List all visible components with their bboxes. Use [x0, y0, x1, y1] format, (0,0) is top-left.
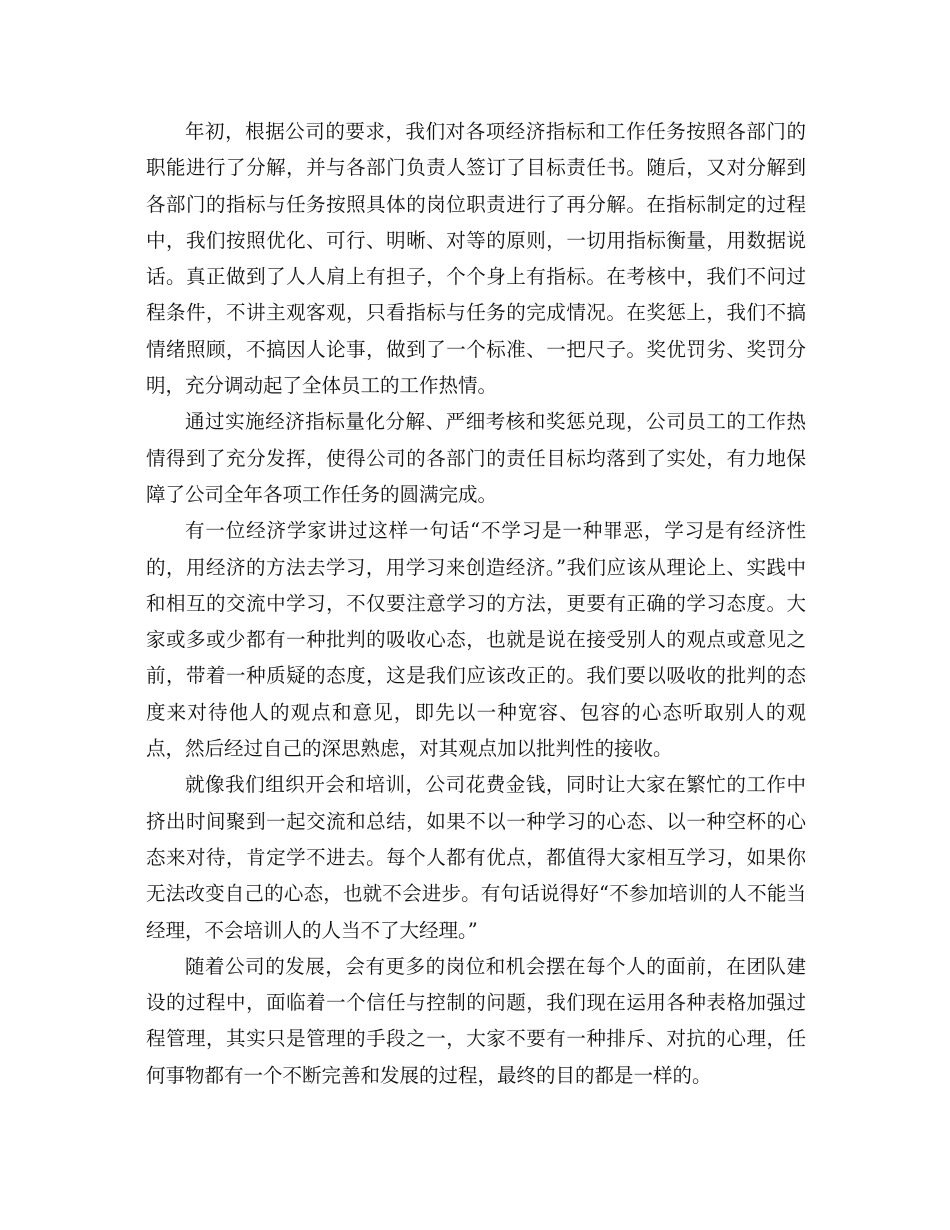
document-body: [146, 114, 806, 1094]
paragraph-4: 就像我们组织开会和培训，公司花费金钱，同时让大家在繁忙的工作中挤出时间聚到一起交流和总结，如果不以一种学习的心态、以一种空杯的心态来对待，肯定学不进去。每个人都有优点，都值得大家相互学习，如果你无法改变自己的心态，也就不会进步。有句话说得好“不参加培训的人不能当经理，不会培训人的人当不了大经理。”: [146, 773, 806, 942]
paragraph-1: 年初，根据公司的要求，我们对各项经济指标和工作任务按照各部门的职能进行了分解，并与各部门负责人签订了目标责任书。随后，又对分解到各部门的指标与任务按照具体的岗位职责进行了再分解。在指标制定的过程中，我们按照优化、可行、明晰、对等的原则，一切用指标衡量，用数据说话。真正做到了人人肩上有担子，个个身上有指标。在考核中，我们不问过程条件，不讲主观客观，只看指标与任务的完成情况。在奖惩上，我们不搞情绪照顾，不搞因人论事，做到了一个标准、一把尺子。奖优罚劣、奖罚分明，充分调动起了全体员工的工作热情。: [146, 120, 806, 398]
paragraph-5: 随着公司的发展，会有更多的岗位和机会摆在每个人的面前，在团队建设的过程中，面临着一个信任与控制的问题，我们现在运用各种表格加强过程管理，其实只是管理的手段之一，大家不要有一种排斥、对抗的心理，任何事物都有一个不断完善和发展的过程，最终的目的都是一样的。: [146, 954, 806, 1087]
paragraph-2: 通过实施经济指标量化分解、严细考核和奖惩兑现，公司员工的工作热情得到了充分发挥，使得公司的各部门的责任目标均落到了实处，有力地保障了公司全年各项工作任务的圆满完成。: [146, 410, 806, 506]
paragraph-3: 有一位经济学家讲过这样一句话“不学习是一种罪恶，学习是有经济性的，用经济的方法去学习，用学习来创造经济。”我们应该从理论上、实践中和相互的交流中学习，不仅要注意学习的方法，更要有正确的学习态度。大家或多或少都有一种批判的吸收心态，也就是说在接受别人的观点或意见之前，带着一种质疑的态度，这是我们应该改正的。我们要以吸收的批判的态度来对待他人的观点和意见，即先以一种宽容、包容的心态听取别人的观点，然后经过自己的深思熟虑，对其观点加以批判性的接收。: [146, 519, 806, 761]
